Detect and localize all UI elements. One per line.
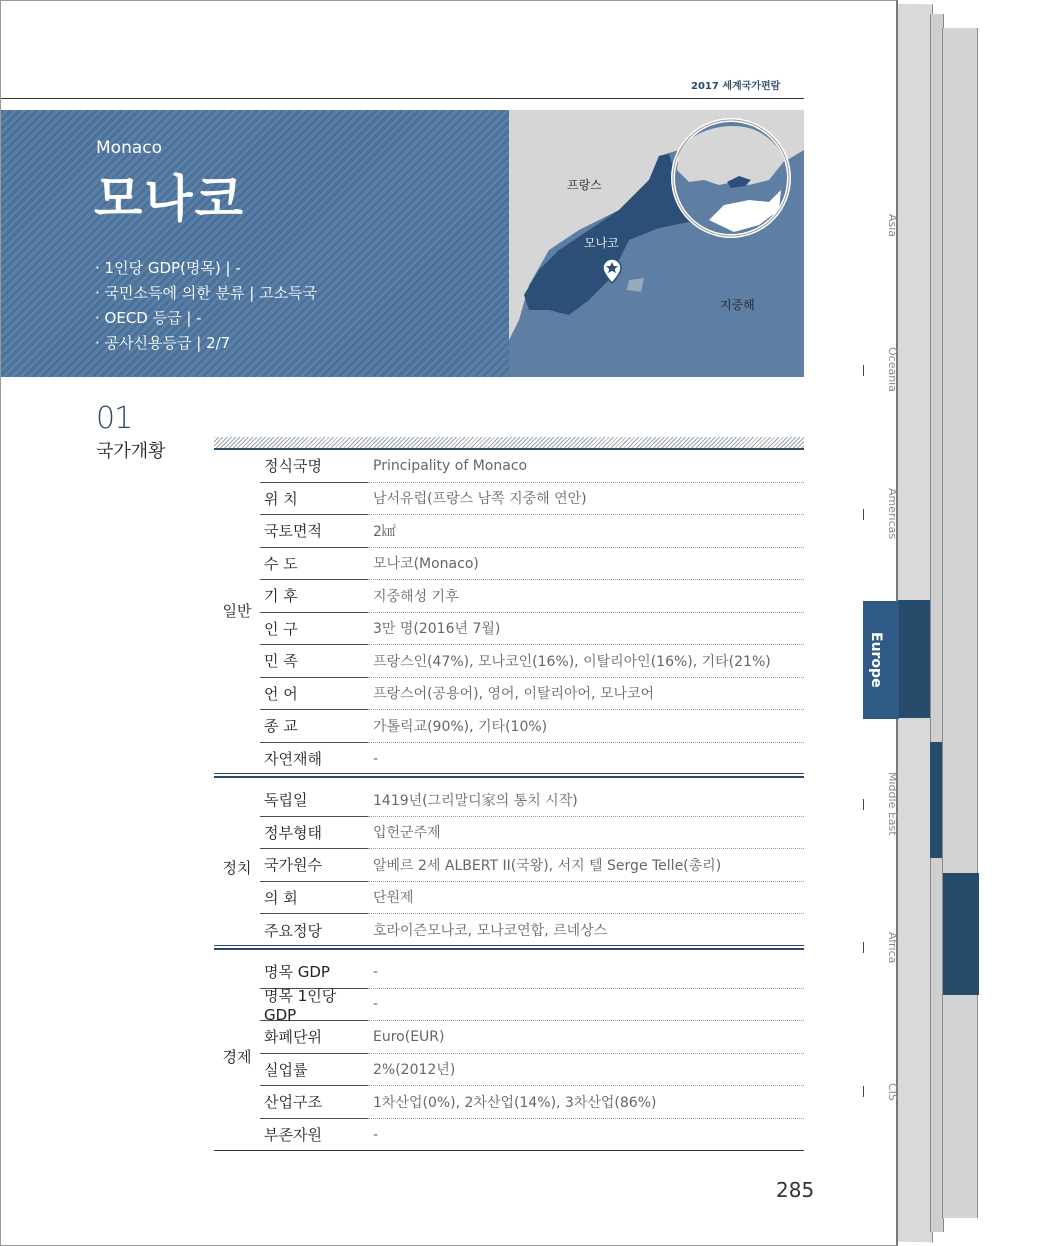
table-row [260, 515, 804, 548]
table-row [260, 882, 804, 915]
table-row [260, 678, 804, 711]
row-value: Principality of Monaco [368, 450, 804, 483]
row-value: 프랑스인(47%), 모나코인(16%), 이탈리아인(16%), 기타(21%) [368, 645, 804, 678]
row-key: 독립일 [260, 784, 368, 817]
row-value: 지중해성 기후 [368, 580, 804, 613]
table-row [260, 645, 804, 678]
row-key: 위 치 [260, 483, 368, 516]
table-row [260, 784, 804, 817]
tab-europe[interactable]: Europe [863, 601, 899, 719]
row-value: 모나코(Monaco) [368, 548, 804, 581]
inset-globe [673, 120, 789, 236]
table-row [260, 849, 804, 882]
row-key: 자연재해 [264, 750, 322, 769]
row-value: 입헌군주제 [368, 817, 804, 850]
row-value: 1419년(그리말디家의 통치 시작) [368, 784, 804, 817]
row-value: 단원제 [368, 882, 804, 915]
row-key: 정식국명 [260, 450, 368, 483]
fact-gdp: · 1인당 GDP(명목) | - [95, 259, 241, 277]
group-separator [214, 773, 804, 778]
edge-tab-mark [930, 742, 942, 858]
map-graphic [509, 110, 804, 377]
row-key: 국토면적 [260, 515, 368, 548]
country-name-kr: 모나코 [94, 170, 245, 228]
row-value: 3만 명(2016년 7월) [368, 613, 804, 646]
table-row [260, 956, 804, 989]
tab-asia[interactable]: Asia [886, 214, 899, 238]
table-row [260, 483, 804, 516]
row-value: - [368, 956, 804, 989]
key-facts [95, 256, 317, 356]
section-title: 국가개황 [96, 441, 166, 462]
header-rule [1, 98, 804, 99]
row-value: - [373, 750, 379, 767]
row-key: 민 족 [260, 645, 368, 678]
row-value: 2㎢ [368, 515, 804, 548]
book-edge [942, 28, 978, 1218]
map-label-monaco: 모나코 [584, 236, 619, 250]
row-key: 화폐단위 [260, 1021, 368, 1054]
table-header-hatch [214, 437, 804, 448]
row-key: 수 도 [260, 548, 368, 581]
table-row [260, 548, 804, 581]
table-bottom-rule [214, 1150, 804, 1151]
row-value: - [368, 989, 804, 1022]
tab-africa[interactable]: Africa [886, 932, 899, 964]
row-key: 언 어 [260, 678, 368, 711]
row-value: Euro(EUR) [368, 1021, 804, 1054]
country-name-en: Monaco [96, 138, 163, 158]
row-key: 주요정당 [264, 921, 322, 940]
section-number: 01 [96, 401, 133, 436]
table-row [260, 613, 804, 646]
group-label-politics: 정치 [222, 859, 252, 877]
row-key: 산업구조 [260, 1086, 368, 1119]
row-key: 명목 1인당 GDP [260, 989, 368, 1022]
table-row [260, 1119, 804, 1152]
fact-income-class: · 국민소득에 의한 분류 | 고소득국 [95, 284, 318, 302]
row-key: 국가원수 [260, 849, 368, 882]
row-value: 가톨릭교(90%), 기타(10%) [368, 710, 804, 743]
row-key: 명목 GDP [260, 956, 368, 989]
tab-oceania[interactable]: Oceania [886, 346, 899, 392]
group-label-economy: 경제 [222, 1048, 252, 1066]
row-key: 정부형태 [260, 817, 368, 850]
edge-tab-mark [943, 873, 979, 995]
table-row [260, 743, 804, 776]
fact-oecd: · OECD 등급 | - [95, 309, 202, 327]
row-value: 호라이즌모나코, 모나코연합, 르네상스 [373, 923, 608, 940]
table-row [260, 986, 804, 1024]
row-key: 인 구 [260, 613, 368, 646]
running-head: 2017 세계국가편람 [691, 81, 781, 92]
page-number: 285 [776, 1178, 815, 1202]
map-label-sea: 지중해 [720, 298, 755, 312]
table-row [260, 1054, 804, 1087]
fact-credit: · 공사신용등급 | 2/7 [95, 334, 231, 352]
tab-cis[interactable]: CIS [886, 1083, 899, 1101]
row-value: 1차산업(0%), 2차산업(14%), 3차산업(86%) [368, 1086, 804, 1119]
table-row [260, 710, 804, 743]
tab-middle-east[interactable]: Middle East [886, 772, 899, 836]
row-key: 기 후 [260, 580, 368, 613]
row-key: 종 교 [260, 710, 368, 743]
row-value: 알베르 2세 ALBERT II(국왕), 서지 텔 Serge Telle(총리) [368, 849, 804, 882]
tab-americas[interactable]: Americas [886, 488, 899, 540]
row-value: - [373, 1126, 379, 1143]
table-row [260, 1021, 804, 1054]
edge-tab-mark [897, 600, 930, 718]
table-row [260, 580, 804, 613]
table-row [260, 1086, 804, 1119]
row-key: 의 회 [260, 882, 368, 915]
row-key: 부존자원 [264, 1126, 322, 1145]
map-label-france: 프랑스 [567, 178, 602, 192]
row-value: 2%(2012년) [368, 1054, 804, 1087]
table-row [260, 914, 804, 947]
row-value: 남서유럽(프랑스 남쪽 지중해 연안) [368, 483, 804, 516]
row-value: 프랑스어(공용어), 영어, 이탈리아어, 모나코어 [368, 678, 804, 711]
location-map [509, 110, 804, 377]
row-key: 실업률 [260, 1054, 368, 1087]
table-row [260, 817, 804, 850]
table-row [260, 450, 804, 483]
group-separator [214, 945, 804, 950]
group-label-general: 일반 [222, 602, 252, 620]
